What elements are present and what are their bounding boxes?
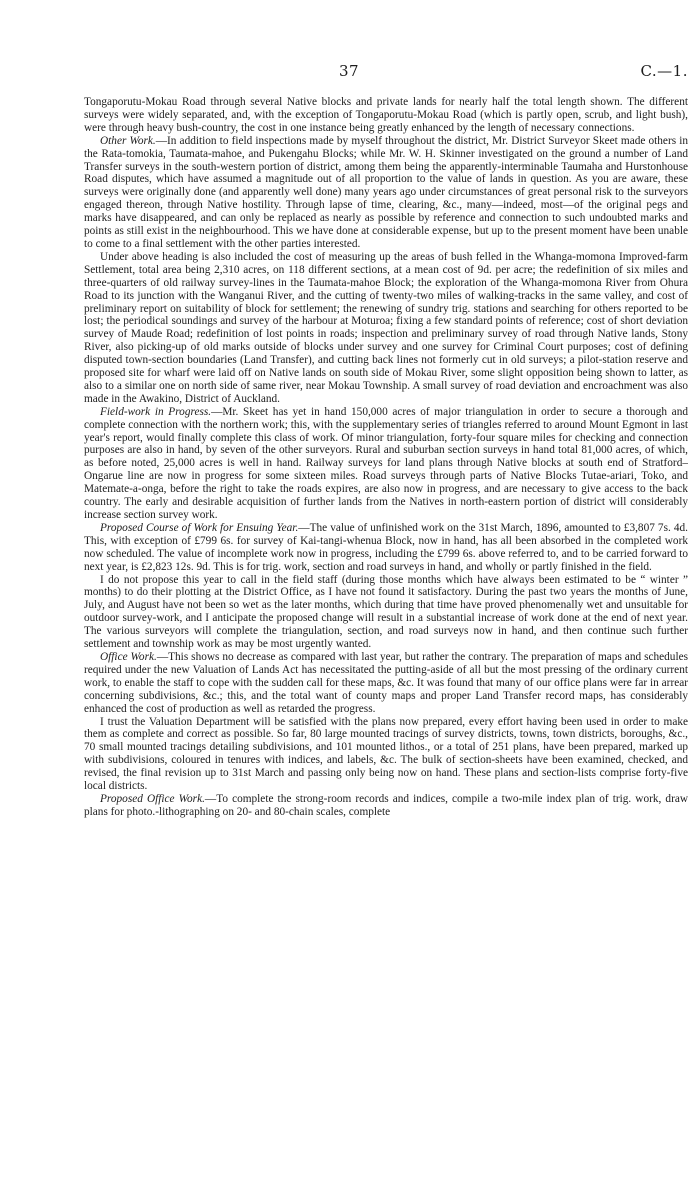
page-number: 37 xyxy=(339,62,360,80)
paragraph-text: I trust the Valuation Department will be satisfied with the plans now prepared, every effort having been used in order to make them as complete and correct as possible. So far, 80 large mounted tracings of survey districts, towns, town districts, boroughs, &c., 70 small mounted tracings detailing subdivisions, and 101 mounted lithos., or a total of 251 plans, have been prepared, marked up with subdivisions, coloured in tenures with indices, and labels, &c. The bulk of section-sheets have been examined, checked, and revised, the final revision up to 31st March and passing only being now on hand. These plans and section-lists comprise forty-five local districts. xyxy=(84,715,688,793)
paragraph-field-staff xyxy=(84,574,688,651)
paragraph-field-work xyxy=(84,406,688,522)
paragraph-text: —In addition to field inspections made by myself throughout the district, Mr. District Surveyor Skeet made others in the Rata-tomokia, Taumata-mahoe, and Pukengahu Blocks; while Mr. W. H. Skinner investigated on the ground a number of Land Transfer surveys in the south-western portion of district, among them being the apparently-interminable Taumaha and Hurstonhouse Road disputes, which have assumed a magnitude out of all proportion to the value of lands in question. As you are aware, these surveys were originally done (and apparently well done) many years ago under circumstances of great personal risk to the surveyors engaged thereon, through Native hostility. Through lapse of time, clearing, &c., many—indeed, most—of the original pegs and marks have disappeared, and can only be replaced as nearly as possible by reference and connection to such undoubted marks and points as still exist in the neighbourhood. This we have done at considerable expense, but up to the present moment have been unable to come to a final settlement with the other parties interested. xyxy=(84,134,688,250)
paragraph-proposed-office-work xyxy=(84,793,688,819)
section-heading-field-work: Field-work in Progress. xyxy=(100,405,212,418)
paragraph-continuation xyxy=(84,96,688,135)
section-heading-proposed-office-work: Proposed Office Work. xyxy=(100,792,205,805)
paragraph-valuation xyxy=(84,716,688,793)
paragraph-proposed-course xyxy=(84,522,688,574)
paragraph-other-work xyxy=(84,135,688,251)
document-page xyxy=(84,62,688,1172)
paragraph-text: I do not propose this year to call in the field staff (during those months which have always been estimated to be “ winter ” months) to do their plotting at the District Office, as I have not found it satisfactory. During the past two years the months of June, July, and August have not been so wet as the later months, which during that time have proved phenomenally wet and unsuitable for outdoor survey-work, and I anticipate the proposed change will result in a substantial increase of work done at the end of next year. The various surveyors will complete the triangulation, section, and road surveys now in hand, and then continue such further settlement and township work as may be most urgently wanted. xyxy=(84,573,688,651)
paragraph-text: Under above heading is also included the cost of measuring up the areas of bush felled in the Whanga-momona Improved-farm Settlement, total area being 2,310 acres, on 118 different sections, at a mean cost of 9d. per acre; the redefinition of six miles and three-quarters of old railway survey-lines in the Taumata-mahoe Block; the exploration of the Whanga-momona River from Ohura Road to its junction with the Wanganui River, and the cutting of twenty-two miles of walking-tracks in the same valley, and cost of preliminary report on suitability of block for settlement; the renewing of sundry trig. stations and searching for others reported to be lost; the periodical soundings and survey of the harbour at Moturoa; fixing a few standard points of reference; cost of short deviation survey of Maude Road; redefinition of lost points in roads; inspection and preliminary survey of road through Native lands, Stony River, also picking-up of old marks outside of blocks under survey and one survey for Criminal Court purposes; cost of defining disputed town-section boundaries (Land Transfer), and cutting back lines not formerly cut in old surveys; a pilot-station reserve and proposed site for wharf were laid off on Native lands on south side of Mokau River, some slight opposition being shown to latter, as also to a similar one on north side of same river, near Mokau Township. A small survey of road deviation and encroachment was also made in the Awakino, District of Auckland. xyxy=(84,250,688,405)
paragraph-other-work-continued xyxy=(84,251,688,406)
body-text xyxy=(84,96,688,819)
section-heading-proposed-course: Proposed Course of Work for Ensuing Year. xyxy=(100,521,299,534)
paragraph-text: —To complete the strong-room records and indices, compile a two-mile index plan of trig. work, draw plans for photo.-lithographing on 20- and 80-chain scales, complete xyxy=(84,792,688,818)
paragraph-text: Tongaporutu-Mokau Road through several Native blocks and private lands for nearly half the total length shown. The different surveys were widely separated, and, with the exception of Tongaporutu-Mokau Road (which is partly open, scrub, and light bush), were through heavy bush-country, the cost in one instance being greatly enhanced by the length of necessary connections. xyxy=(84,96,688,134)
section-heading-other-work: Other Work. xyxy=(100,134,156,147)
paragraph-text: —This shows no decrease as compared with last year, but rather the contrary. The preparation of maps and schedules required under the new Valuation of Lands Act has necessitated the putting-aside of all but the most pressing of the ordinary current work, to enable the staff to cope with the sudden call for these maps, &c. It was found that many of our office plans were far in arrear concerning subdivisions, &c.; this, and the total want of county maps and proper Land Transfer record maps, has considerably enhanced the cost of production as well as retarded the progress. xyxy=(84,650,688,715)
section-heading-office-work: Office Work. xyxy=(100,650,157,663)
document-reference: C.—1. xyxy=(640,62,688,80)
paragraph-office-work xyxy=(84,651,688,716)
page-header xyxy=(84,62,688,90)
paragraph-text: —The value of unfinished work on the 31st March, 1896, amounted to £3,807 7s. 4d. This, with exception of £799 6s. for survey of Kai-tangi-whenua Block, now in hand, has all been absorbed in the completed work now scheduled. The value of incomplete work now in progress, including the £799 6s. above referred to, and to be carried forward to next year, is £2,823 12s. 9d. This is for trig. work, section and road surveys in hand, and wholly or partly finished in the field. xyxy=(84,521,688,573)
paragraph-text: —Mr. Skeet has yet in hand 150,000 acres of major triangulation in order to secure a thorough and complete connection with the northern work; this, with the supplementary series of triangles referred to around Mount Egmont in last year's report, would finally complete this class of work. Of minor triangulation, forty-four square miles for checking and connection purposes are also in hand, by seven of the other surveyors. Rural and suburban section surveys in hand total 81,000 acres, of which, as before noted, 25,000 acres is well in hand. Railway surveys for land plans through Native blocks at south end of Stratford–Ongarue line are now in progress for some sixteen miles. Road surveys through parts of Native Blocks Tutae-ariari, Toko, and Matemate-a-onga, before the right to take the roads expires, are also now in progress, and are necessary to give access to the back country. The early and desirable acquisition of further lands from the Natives in north-eastern portion of district will considerably increase section survey work. xyxy=(84,405,688,521)
